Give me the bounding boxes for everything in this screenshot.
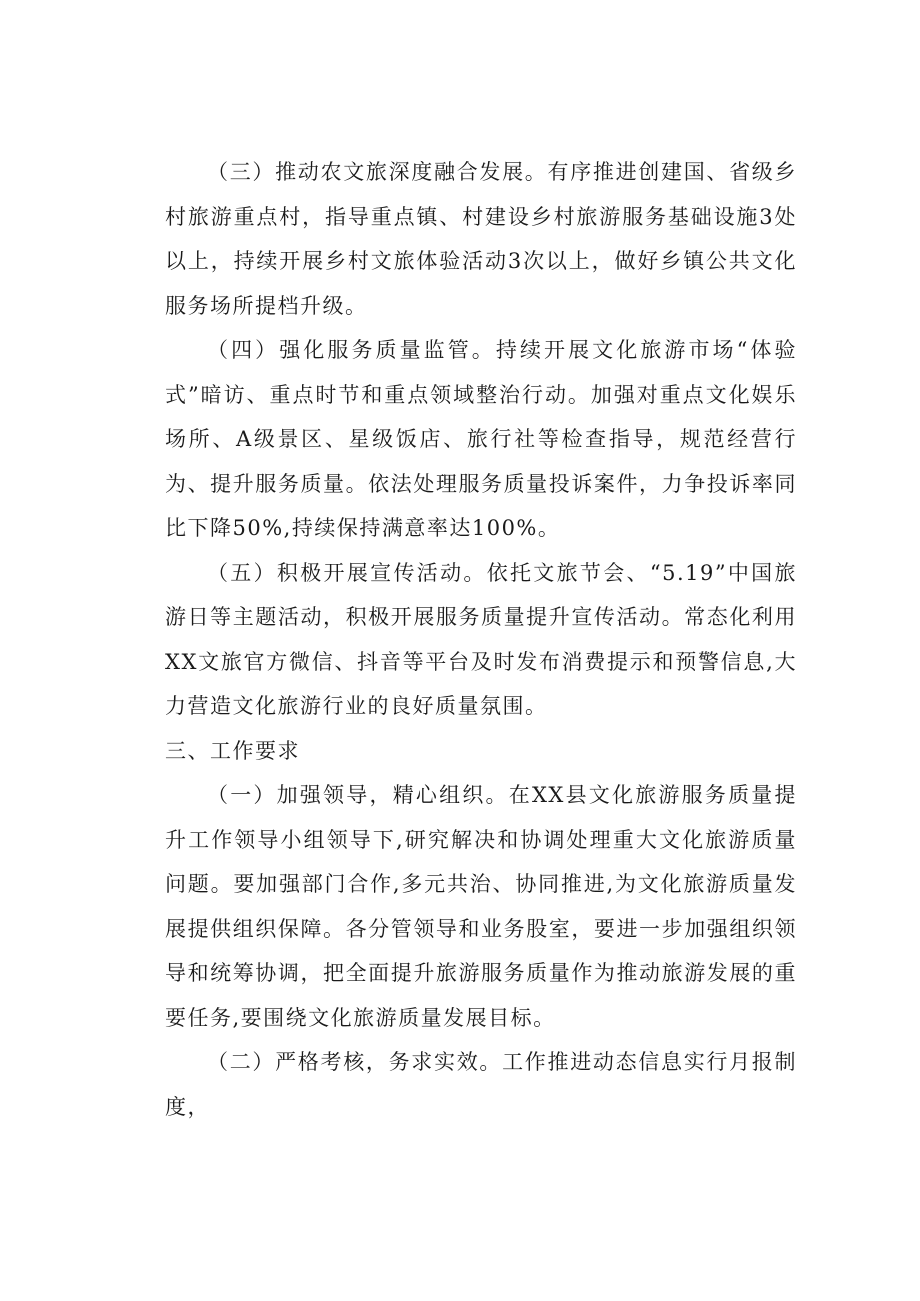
paragraph-strict-assessment: （二）严格考核，务求实效。工作推进动态信息实行月报制度，	[165, 1050, 797, 1119]
section-heading-work-requirements: 三、工作要求	[165, 738, 300, 763]
document-body	[165, 150, 797, 1129]
paragraph-quality-supervision: （四）强化服务质量监管。持续开展文化旅游市场“体验式”暗访、重点时节和重点领域整治行动。加强对重点文化娱乐场所、A级景区、星级饭店、旅行社等检查指导，规范经营行为、提升服务质量。依法处理服务质量投诉案件，力争投诉率同比下降50%,持续保持满意率达100%。	[165, 338, 797, 540]
paragraph-rural-culture-tourism: （三）推动农文旅深度融合发展。有序推进创建国、省级乡村旅游重点村，指导重点镇、村建设乡村旅游服务基础设施3处以上，持续开展乡村文旅体验活动3次以上，做好乡镇公共文化服务场所提档升级。	[165, 160, 797, 318]
paragraph-strengthen-leadership: （一）加强领导，精心组织。在XX县文化旅游服务质量提升工作领导小组领导下,研究解决和协调处理重大文化旅游质量问题。要加强部门合作,多元共治、协同推进,为文化旅游质量发展提供组织保障。各分管领导和业务股室，要进一步加强组织领导和统筹协调，把全面提升旅游服务质量作为推动旅游发展的重要任务,要围绕文化旅游质量发展目标。	[165, 783, 797, 1030]
paragraph-publicity-activities: （五）积极开展宣传活动。依托文旅节会、“5.19”中国旅游日等主题活动，积极开展服务质量提升宣传活动。常态化利用XX文旅官方微信、抖音等平台及时发布消费提示和预警信息,大力营造文化旅游行业的良好质量氛围。	[165, 560, 797, 718]
